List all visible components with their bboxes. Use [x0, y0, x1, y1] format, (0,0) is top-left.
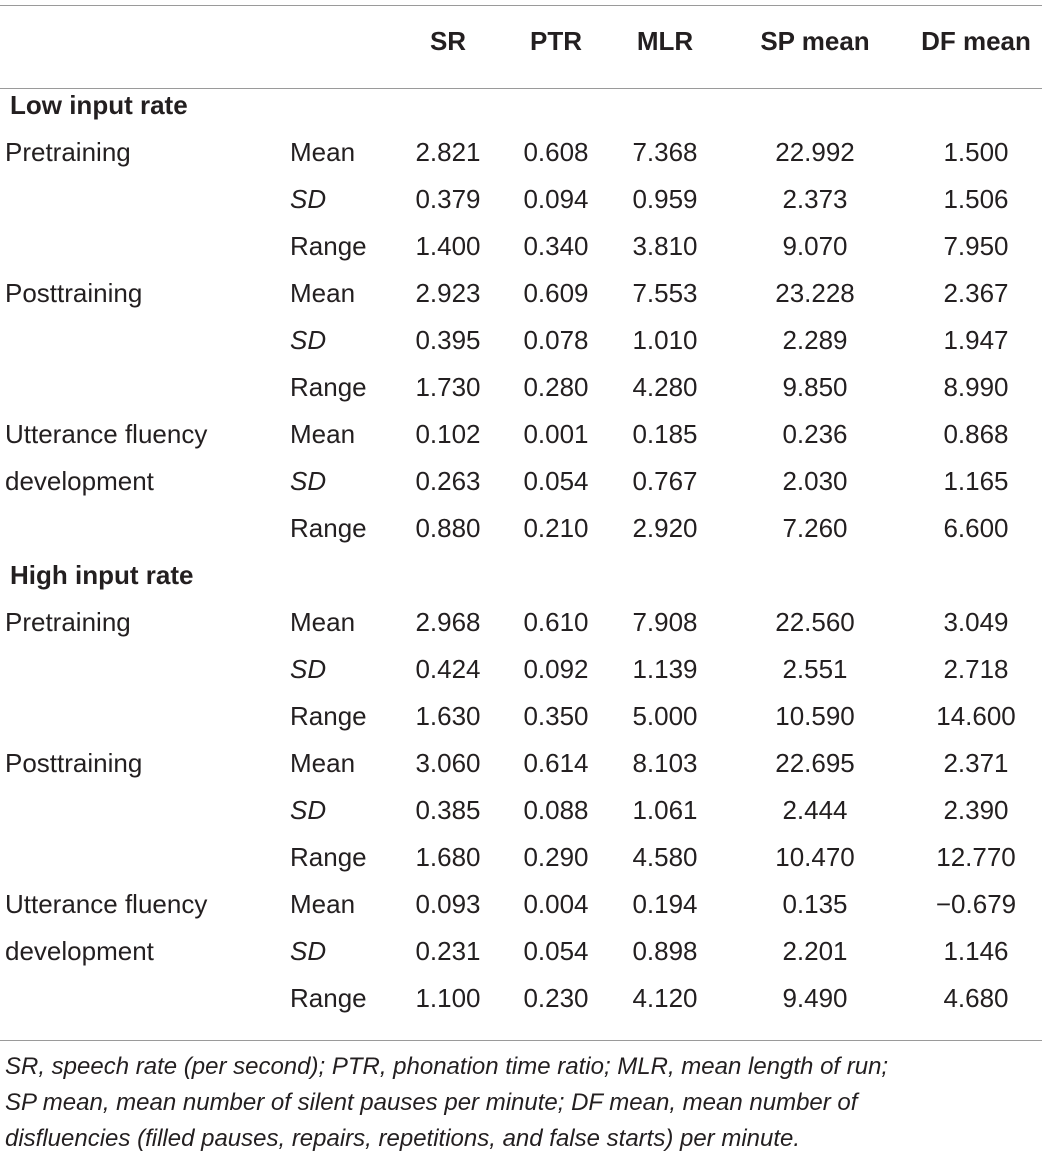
value-cell: 2.968 — [415, 607, 481, 637]
table-row — [0, 505, 1042, 552]
stat-cell: SD — [290, 795, 327, 825]
value-cell: 1.010 — [632, 325, 698, 355]
value-cell: 1.400 — [415, 231, 481, 261]
value-cell: 7.908 — [632, 607, 698, 637]
value-cell: 0.263 — [415, 466, 481, 496]
value-cell: 2.030 — [782, 466, 848, 496]
value-cell: 0.959 — [632, 184, 698, 214]
value-cell: 0.001 — [523, 419, 589, 449]
value-cell: 0.092 — [523, 654, 589, 684]
value-cell: 2.923 — [415, 278, 481, 308]
value-cell: 22.695 — [775, 748, 855, 778]
condition-cell: Pretraining — [5, 137, 131, 167]
header-cell-ptr: PTR — [530, 26, 582, 56]
value-cell: 8.103 — [632, 748, 698, 778]
stat-cell: Range — [290, 513, 367, 543]
value-cell: 12.770 — [936, 842, 1016, 872]
header-cell-sp-mean: SP mean — [760, 26, 870, 56]
value-cell: 3.049 — [943, 607, 1009, 637]
header-cell-df-mean: DF mean — [921, 26, 1031, 56]
footnote-line: disfluencies (filled pauses, repairs, repetitions, and false starts) per minute. — [5, 1125, 801, 1152]
value-cell: 1.680 — [415, 842, 481, 872]
value-cell: 4.280 — [632, 372, 698, 402]
value-cell: 0.210 — [523, 513, 589, 543]
value-cell: 0.088 — [523, 795, 589, 825]
table-row — [0, 928, 1042, 975]
value-cell: 0.424 — [415, 654, 481, 684]
condition-cell — [0, 693, 288, 740]
value-cell: 9.850 — [782, 372, 848, 402]
value-cell: 2.373 — [782, 184, 848, 214]
table-row — [0, 599, 1042, 646]
value-cell: 1.947 — [943, 325, 1009, 355]
value-cell: 0.102 — [415, 419, 481, 449]
value-cell: 0.340 — [523, 231, 589, 261]
value-cell: 0.395 — [415, 325, 481, 355]
value-cell: 2.821 — [415, 137, 481, 167]
table-row — [0, 881, 1042, 928]
value-cell: 0.135 — [782, 889, 848, 919]
value-cell: 1.146 — [943, 936, 1009, 966]
value-cell: 4.580 — [632, 842, 698, 872]
value-cell: 0.385 — [415, 795, 481, 825]
value-cell: 9.490 — [782, 983, 848, 1013]
section-row — [0, 552, 1042, 599]
value-cell: 0.194 — [632, 889, 698, 919]
value-cell: 0.767 — [632, 466, 698, 496]
value-cell: 7.553 — [632, 278, 698, 308]
stat-cell: Range — [290, 372, 367, 402]
header-cell — [288, 0, 394, 82]
value-cell: 0.094 — [523, 184, 589, 214]
value-cell: 0.610 — [523, 607, 589, 637]
value-cell: 0.230 — [523, 983, 589, 1013]
value-cell: 3.060 — [415, 748, 481, 778]
value-cell: 3.810 — [632, 231, 698, 261]
value-cell: 2.718 — [943, 654, 1009, 684]
condition-cell: development — [5, 466, 154, 496]
condition-cell — [0, 223, 288, 270]
value-cell: 1.139 — [632, 654, 698, 684]
value-cell: 5.000 — [632, 701, 698, 731]
stat-cell: Mean — [290, 607, 356, 637]
condition-cell — [0, 975, 288, 1022]
table-row — [0, 787, 1042, 834]
condition-cell — [0, 364, 288, 411]
value-cell: 14.600 — [936, 701, 1016, 731]
value-cell: 0.608 — [523, 137, 589, 167]
value-cell: 0.004 — [523, 889, 589, 919]
condition-cell: Posttraining — [5, 278, 143, 308]
table-row — [0, 411, 1042, 458]
value-cell: 2.201 — [782, 936, 848, 966]
table-row — [0, 646, 1042, 693]
table-row — [0, 223, 1042, 270]
value-cell: 2.551 — [782, 654, 848, 684]
value-cell: 0.236 — [782, 419, 848, 449]
condition-cell: Utterance fluency — [5, 419, 208, 449]
table-row — [0, 176, 1042, 223]
value-cell: 0.614 — [523, 748, 589, 778]
table-row — [0, 740, 1042, 787]
table-row — [0, 270, 1042, 317]
value-cell: 0.054 — [523, 466, 589, 496]
footnote-line: SR, speech rate (per second); PTR, phonation time ratio; MLR, mean length of run; — [5, 1053, 889, 1080]
value-cell: 2.371 — [943, 748, 1009, 778]
value-cell: 2.444 — [782, 795, 848, 825]
value-cell: 1.100 — [415, 983, 481, 1013]
table-row — [0, 834, 1042, 881]
condition-cell — [0, 646, 288, 693]
value-cell: 6.600 — [943, 513, 1009, 543]
header-cell — [0, 0, 288, 82]
section-title: High input rate — [10, 560, 194, 590]
value-cell: 2.289 — [782, 325, 848, 355]
table-row — [0, 693, 1042, 740]
value-cell: 10.470 — [775, 842, 855, 872]
stat-cell: Range — [290, 701, 367, 731]
value-cell: 0.093 — [415, 889, 481, 919]
footnote-line: SP mean, mean number of silent pauses per minute; DF mean, mean number of — [5, 1089, 858, 1116]
value-cell: 4.120 — [632, 983, 698, 1013]
value-cell: −0.679 — [935, 889, 1017, 919]
value-cell: 8.990 — [943, 372, 1009, 402]
table-row — [0, 458, 1042, 505]
value-cell: 1.165 — [943, 466, 1009, 496]
value-cell: 0.350 — [523, 701, 589, 731]
value-cell: 0.078 — [523, 325, 589, 355]
value-cell: 23.228 — [775, 278, 855, 308]
value-cell: 1.500 — [943, 137, 1009, 167]
bottom-rule — [0, 1040, 1042, 1041]
value-cell: 0.898 — [632, 936, 698, 966]
condition-cell: development — [5, 936, 154, 966]
stat-cell: Mean — [290, 419, 356, 449]
value-cell: 2.367 — [943, 278, 1009, 308]
condition-cell — [0, 317, 288, 364]
value-cell: 22.560 — [775, 607, 855, 637]
value-cell: 7.368 — [632, 137, 698, 167]
condition-cell — [0, 787, 288, 834]
value-cell: 2.920 — [632, 513, 698, 543]
value-cell: 0.054 — [523, 936, 589, 966]
stat-cell: Range — [290, 231, 367, 261]
stat-cell: SD — [290, 654, 327, 684]
stat-cell: SD — [290, 936, 327, 966]
header-row — [0, 0, 1042, 82]
table-row — [0, 975, 1042, 1022]
header-cell-sr: SR — [429, 26, 467, 56]
header-rule — [0, 88, 1042, 89]
value-cell: 1.061 — [632, 795, 698, 825]
value-cell: 1.630 — [415, 701, 481, 731]
value-cell: 0.609 — [523, 278, 589, 308]
stat-cell: Range — [290, 842, 367, 872]
stat-cell: Mean — [290, 278, 356, 308]
header-cell-mlr: MLR — [636, 26, 694, 56]
value-cell: 2.390 — [943, 795, 1009, 825]
value-cell: 0.868 — [943, 419, 1009, 449]
value-cell: 0.379 — [415, 184, 481, 214]
table-footnote — [5, 1049, 1040, 1157]
condition-cell: Posttraining — [5, 748, 143, 778]
condition-cell — [0, 834, 288, 881]
stat-cell: SD — [290, 325, 327, 355]
stat-cell: Mean — [290, 748, 356, 778]
section-row — [0, 82, 1042, 129]
value-cell: 0.880 — [415, 513, 481, 543]
value-cell: 0.231 — [415, 936, 481, 966]
value-cell: 4.680 — [943, 983, 1009, 1013]
stat-cell: Range — [290, 983, 367, 1013]
value-cell: 0.280 — [523, 372, 589, 402]
value-cell: 0.290 — [523, 842, 589, 872]
condition-cell: Pretraining — [5, 607, 131, 637]
stat-cell: Mean — [290, 137, 356, 167]
table-row — [0, 317, 1042, 364]
stat-cell: SD — [290, 466, 327, 496]
condition-cell — [0, 176, 288, 223]
value-cell: 9.070 — [782, 231, 848, 261]
table-row — [0, 129, 1042, 176]
value-cell: 1.506 — [943, 184, 1009, 214]
value-cell: 22.992 — [775, 137, 855, 167]
value-cell: 7.950 — [943, 231, 1009, 261]
value-cell: 1.730 — [415, 372, 481, 402]
stat-cell: SD — [290, 184, 327, 214]
value-cell: 10.590 — [775, 701, 855, 731]
value-cell: 7.260 — [782, 513, 848, 543]
section-title: Low input rate — [10, 90, 188, 120]
table-row — [0, 364, 1042, 411]
stat-cell: Mean — [290, 889, 356, 919]
condition-cell — [0, 505, 288, 552]
condition-cell: Utterance fluency — [5, 889, 208, 919]
value-cell: 0.185 — [632, 419, 698, 449]
